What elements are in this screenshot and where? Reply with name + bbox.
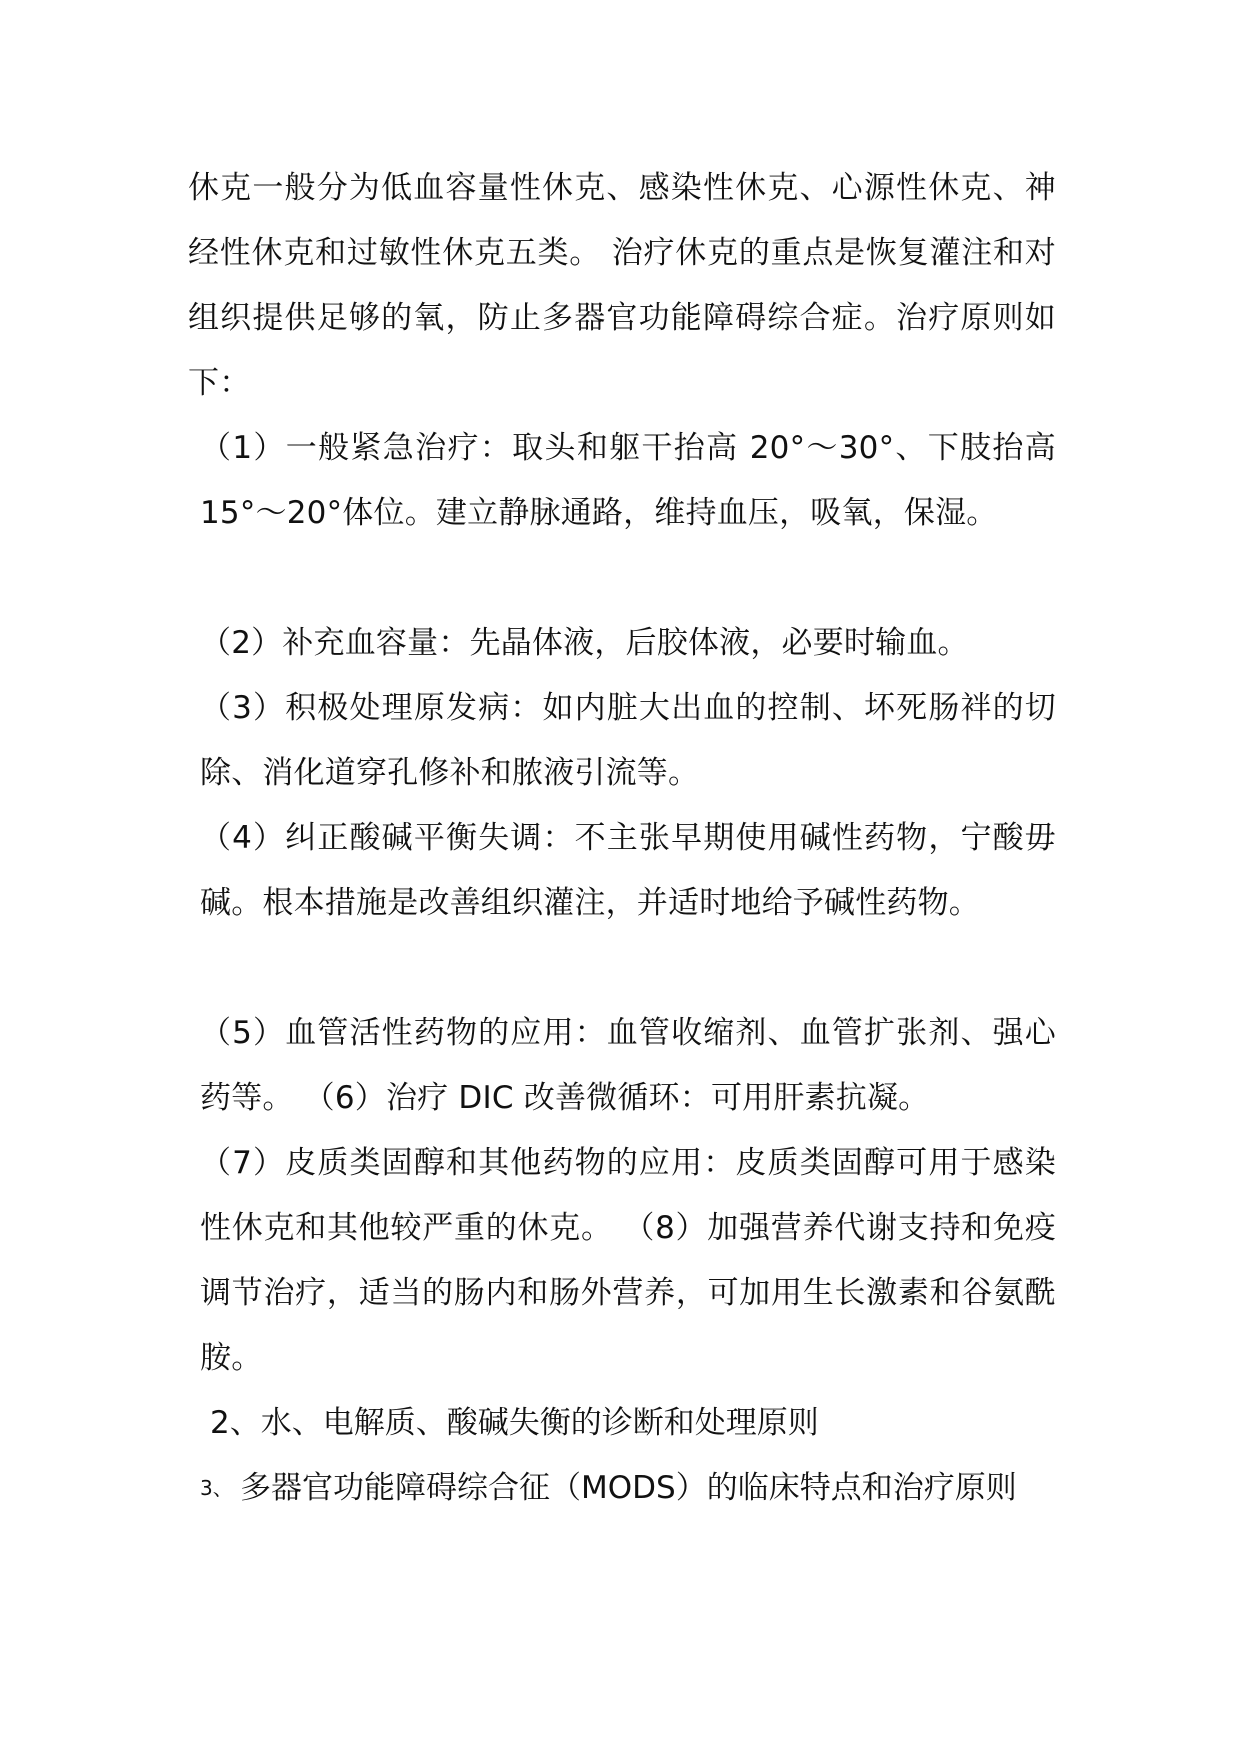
treatment-item-5-6: （5）血管活性药物的应用：血管收缩剂、血管扩张剂、强心药等。 （6）治疗 DIC 改善微循环：可用肝素抗凝。 bbox=[200, 1015, 1056, 1116]
section-heading-3 bbox=[188, 1456, 1056, 1521]
intro-paragraph: 休克一般分为低血容量性休克、感染性休克、心源性休克、神经性休克和过敏性休克五类。 治疗休克的重点是恢复灌注和对组织提供足够的氧，防止多器官功能障碍综合症。治疗原则如下： bbox=[188, 170, 1056, 401]
section-heading-2: 2、水、电解质、酸碱失衡的诊断和处理原则 bbox=[210, 1405, 819, 1441]
treatment-item-4: （4）纠正酸碱平衡失调：不主张早期使用碱性药物，宁酸毋碱。根本措施是改善组织灌注，并适时地给予碱性药物。 bbox=[200, 820, 1056, 921]
treatment-item-3: （3）积极处理原发病：如内脏大出血的控制、坏死肠袢的切除、消化道穿孔修补和脓液引流等。 bbox=[200, 690, 1056, 791]
section-heading-3-text: 多器官功能障碍综合征（MODS）的临床特点和治疗原则 bbox=[240, 1470, 1017, 1506]
treatment-item-7-8: （7）皮质类固醇和其他药物的应用：皮质类固醇可用于感染性休克和其他较严重的休克。 （8）加强营养代谢支持和免疫调节治疗，适当的肠内和肠外营养，可加用生长激素和谷氨酰胺。 bbox=[200, 1145, 1056, 1376]
document-body bbox=[188, 156, 1056, 1521]
blank-line bbox=[188, 936, 1056, 1001]
blank-line bbox=[188, 546, 1056, 611]
treatment-item-1: （1）一般紧急治疗：取头和躯干抬高 20°～30°、下肢抬高 15°～20°体位。建立静脉通路，维持血压，吸氧，保湿。 bbox=[200, 430, 1056, 531]
section-number-3: 3、 bbox=[200, 1476, 233, 1500]
treatment-item-2: （2）补充血容量：先晶体液，后胶体液，必要时输血。 bbox=[200, 625, 969, 661]
